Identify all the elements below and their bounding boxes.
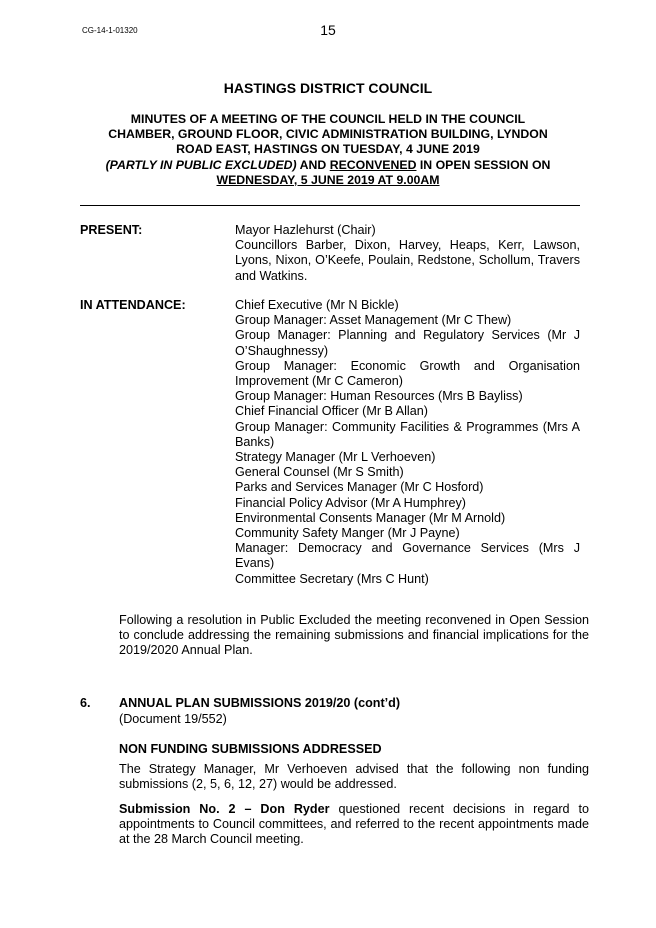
attendance-entry: Parks and Services Manager (Mr C Hosford) — [235, 480, 484, 495]
attendance-entry: Financial Policy Advisor (Mr A Humphrey) — [235, 495, 466, 510]
resolution-paragraph: Following a resolution in Public Excluded the meeting reconvened in Open Session to conclude addressing the remaining submissions and financial implications for the 2019/2020 Annual Plan. — [119, 613, 589, 658]
document-reference: CG-14-1-01320 — [82, 26, 138, 35]
present-list — [235, 223, 580, 284]
meeting-date-line: WEDNESDAY, 5 JUNE 2019 AT 9.00AM — [216, 172, 440, 187]
attendance-entry: Group Manager: Asset Management (Mr C Thew) — [235, 313, 512, 328]
submission-text: questioned recent decisions in regard to appointments to Council committees, and referred to the recent appointments made at the 28 March Council meeting. — [119, 802, 589, 847]
council-title: HASTINGS DISTRICT COUNCIL — [223, 80, 433, 96]
meeting-heading-line — [60, 158, 596, 173]
meeting-heading-text: AND — [296, 157, 330, 172]
item-document-ref: (Document 19/552) — [119, 712, 227, 726]
attendance-entry: Committee Secretary (Mrs C Hunt) — [235, 571, 429, 586]
attendance-entry: General Counsel (Mr S Smith) — [235, 465, 404, 480]
attendance-entry: Manager: Democracy and Governance Services (Mrs J Evans) — [235, 541, 580, 571]
meeting-heading-text: IN OPEN SESSION ON — [416, 157, 551, 172]
meeting-heading-line: MINUTES OF A MEETING OF THE COUNCIL HELD IN THE COUNCIL — [130, 112, 526, 126]
page-number: 15 — [320, 22, 336, 38]
present-entry: Mayor Hazlehurst (Chair) — [235, 223, 376, 237]
present-entry: Councillors Barber, Dixon, Harvey, Heaps, Kerr, Lawson, Lyons, Nixon, O’Keefe, Poulain, Redstone, Schollum, Travers and Watkins. — [235, 238, 580, 283]
strategy-intro-paragraph: The Strategy Manager, Mr Verhoeven advised that the following non funding submissions (2, 5, 6, 12, 27) would be addressed. — [119, 762, 589, 792]
attendance-entry: Strategy Manager (Mr L Verhoeven) — [235, 450, 436, 465]
present-label: PRESENT: — [80, 223, 143, 237]
item-title: ANNUAL PLAN SUBMISSIONS 2019/20 (cont’d) — [119, 696, 401, 710]
item-number: 6. — [80, 696, 91, 710]
reconvened-text: RECONVENED — [329, 157, 417, 172]
attendance-label: IN ATTENDANCE: — [80, 298, 186, 312]
header-divider — [80, 205, 580, 206]
submission-paragraph — [119, 802, 589, 848]
attendance-list — [235, 298, 580, 587]
attendance-entry: Group Manager: Economic Growth and Organisation Improvement (Mr C Cameron) — [235, 358, 580, 389]
public-excluded-note: (PARTLY IN PUBLIC EXCLUDED) — [105, 157, 297, 172]
attendance-entry: Community Safety Manger (Mr J Payne) — [235, 526, 460, 541]
submission-label: Submission No. 2 – Don Ryder — [119, 802, 330, 816]
section-subheading: NON FUNDING SUBMISSIONS ADDRESSED — [119, 742, 382, 756]
attendance-entry: Environmental Consents Manager (Mr M Arnold) — [235, 510, 506, 525]
attendance-entry: Group Manager: Human Resources (Mrs B Bayliss) — [235, 389, 523, 404]
attendance-entry: Chief Financial Officer (Mr B Allan) — [235, 404, 428, 419]
meeting-heading-line: CHAMBER, GROUND FLOOR, CIVIC ADMINISTRATION BUILDING, LYNDON — [108, 127, 548, 142]
attendance-entry: Chief Executive (Mr N Bickle) — [235, 298, 399, 312]
attendance-entry: Group Manager: Planning and Regulatory Services (Mr J O’Shaughnessy) — [235, 328, 580, 358]
meeting-heading-line: ROAD EAST, HASTINGS ON TUESDAY, 4 JUNE 2019 — [176, 142, 480, 157]
attendance-entry: Group Manager: Community Facilities & Programmes (Mrs A Banks) — [235, 419, 580, 449]
meeting-heading — [60, 112, 596, 188]
